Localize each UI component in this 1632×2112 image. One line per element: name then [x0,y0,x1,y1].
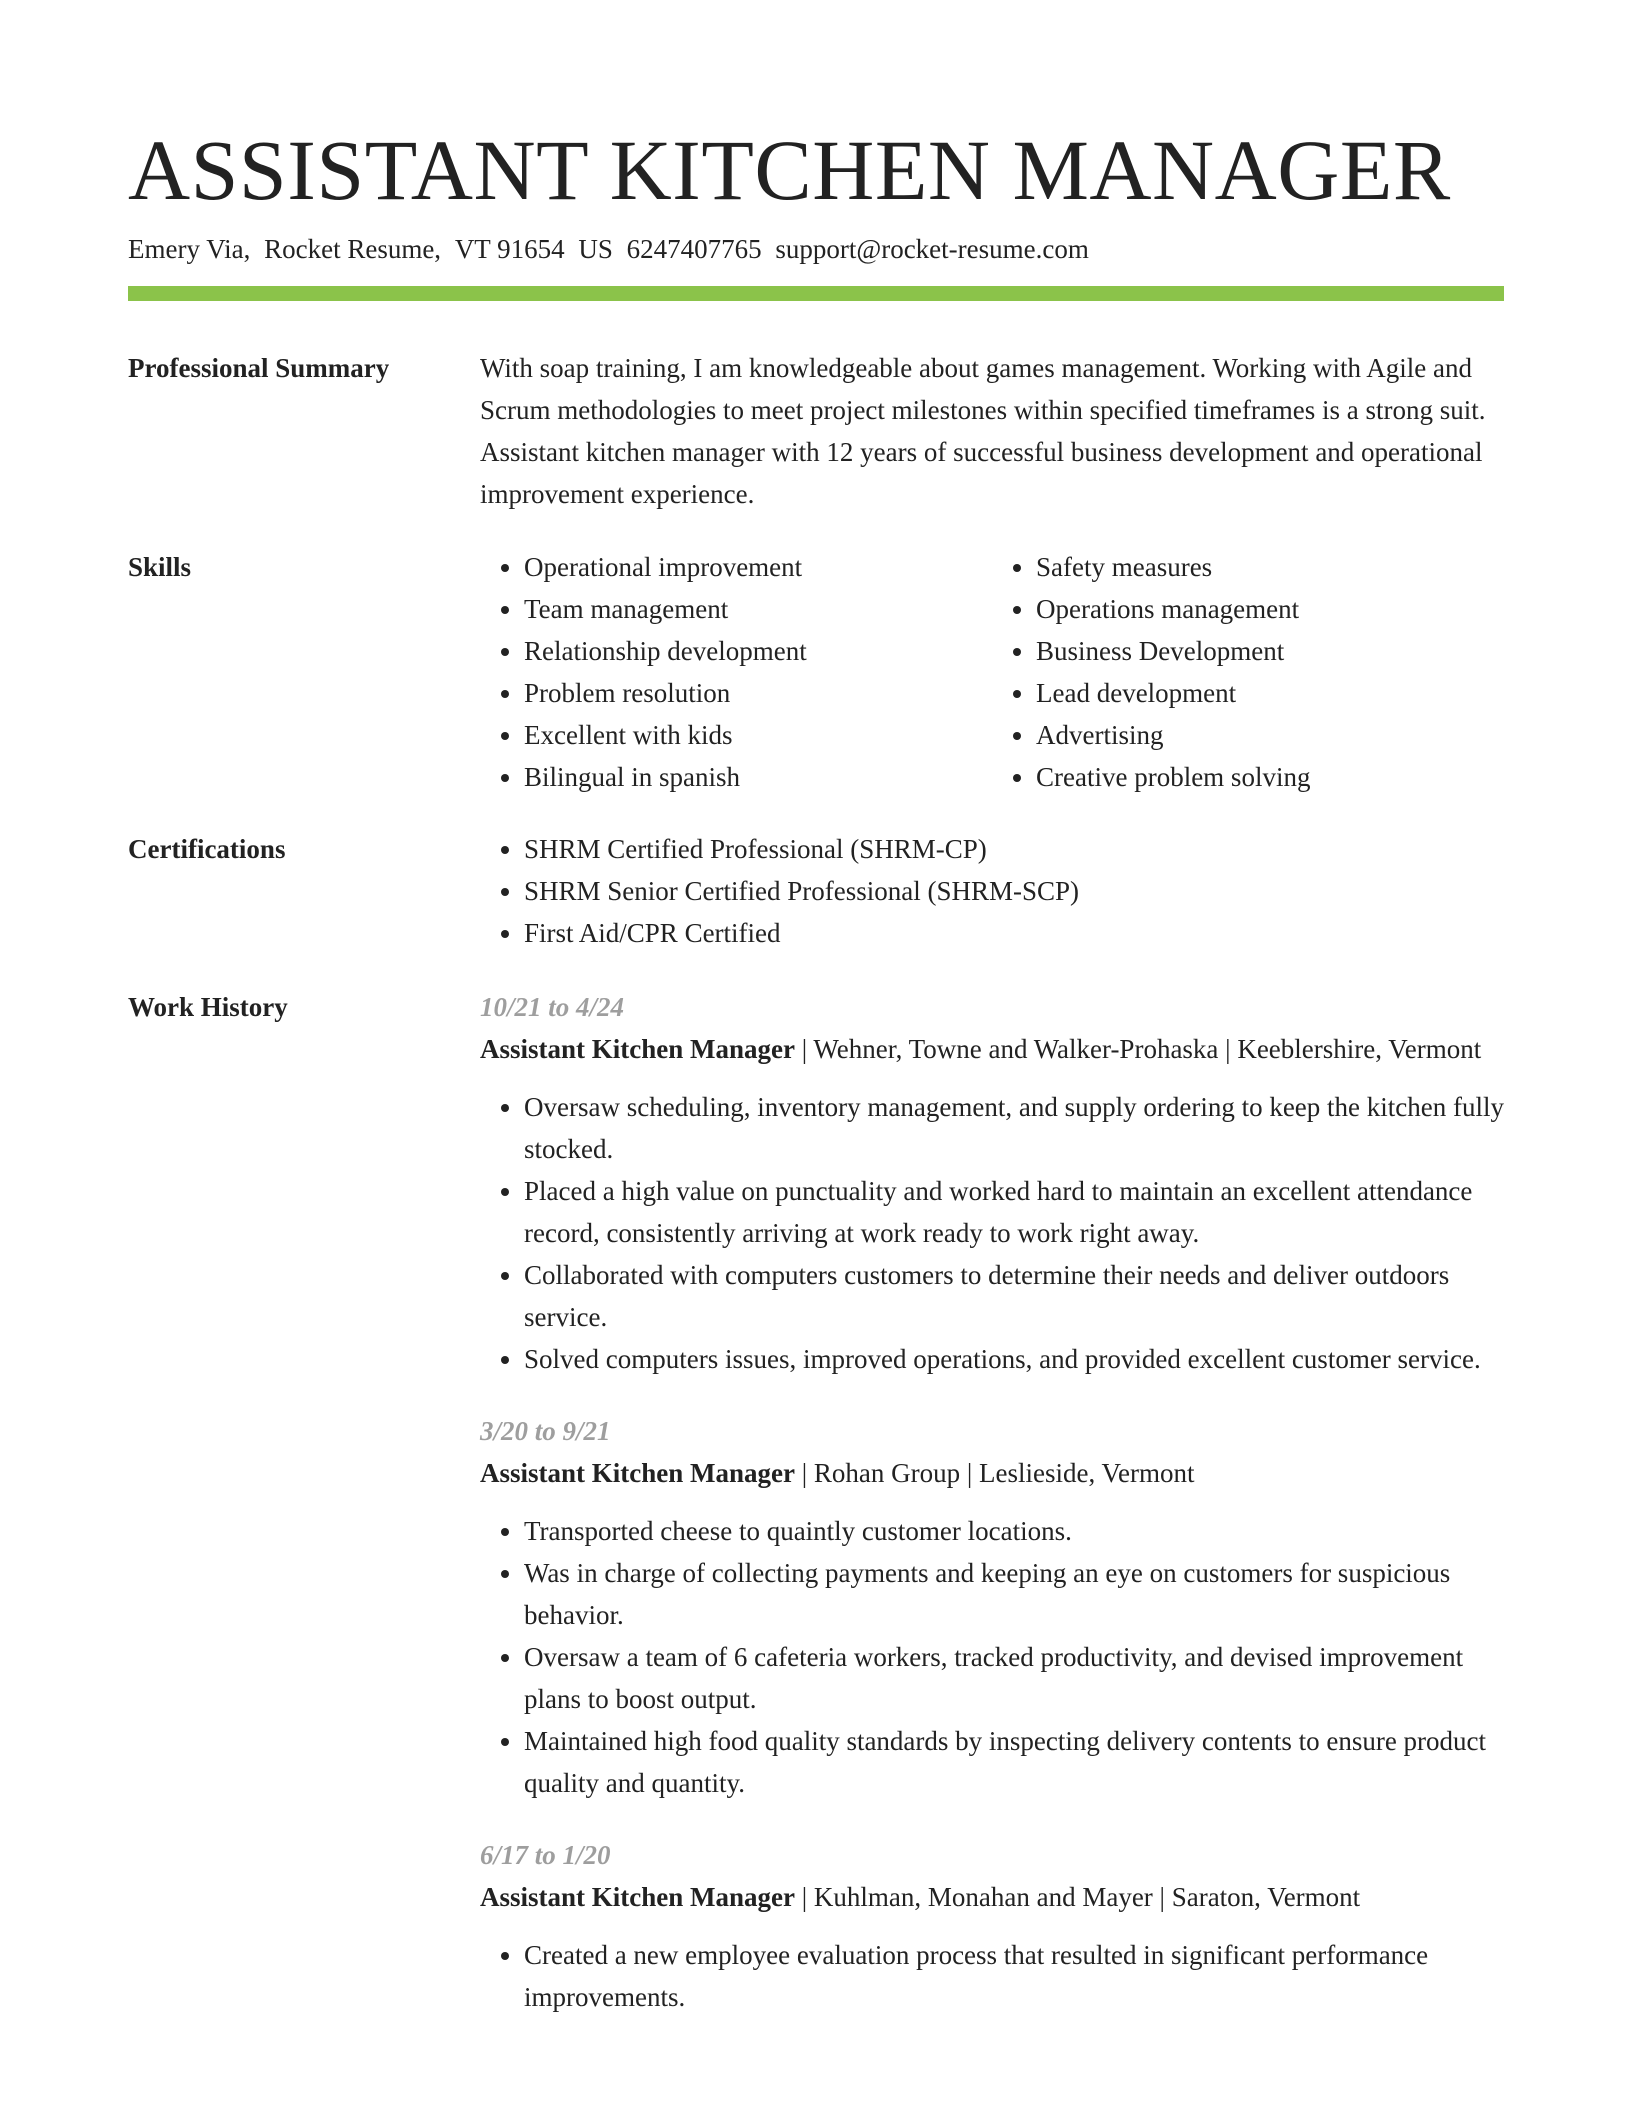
job-bullet: • Collaborated with computers customers to determine their needs and deliver outdoors service. [524,1254,1504,1338]
skills-body [480,546,1504,798]
contact-line [128,232,1089,266]
job-bullet: • Solved computers issues, improved operations, and provided excellent customer service. [524,1338,1504,1380]
certifications-list [480,828,1504,954]
skill-item: • Problem resolution [524,672,948,714]
work-history-heading: Work History [128,992,288,1022]
job-bullet: • Was in charge of collecting payments and keeping an eye on customers for suspicious behavior. [524,1552,1504,1636]
job-entry [480,1834,1504,2018]
skills-list-left [480,546,948,798]
resume-title: ASSISTANT KITCHEN MANAGER [128,122,1451,218]
job-bullet: • Oversaw scheduling, inventory management, and supply ordering to keep the kitchen fully stocked. [524,1086,1504,1170]
contact-email: support@rocket-resume.com [775,234,1089,264]
job-heading [480,1028,1504,1070]
job-bullet: • Created a new employee evaluation process that resulted in significant performance improvements. [524,1934,1504,2018]
job-bullet: • Oversaw a team of 6 cafeteria workers, tracked productivity, and devised improvement plans to boost output. [524,1636,1504,1720]
job-details: | Kuhlman, Monahan and Mayer | Saraton, Vermont [794,1882,1361,1912]
contact-country: US [578,234,613,264]
job-bullets [480,1086,1504,1380]
contact-phone: 6247407765 [626,234,762,264]
job-dates: 10/21 to 4/24 [480,992,625,1022]
job-entry [480,1410,1504,1804]
summary-heading: Professional Summary [128,353,390,383]
job-bullet: • Transported cheese to quaintly customer locations. [524,1510,1504,1552]
job-entry [480,986,1504,1380]
skill-item: • Operational improvement [524,546,948,588]
job-heading [480,1452,1504,1494]
skill-item: • Business Development [1036,630,1460,672]
job-dates: 3/20 to 9/21 [480,1416,611,1446]
job-dates: 6/17 to 1/20 [480,1840,611,1870]
skill-item: • Excellent with kids [524,714,948,756]
job-heading [480,1876,1504,1918]
skill-item: • Creative problem solving [1036,756,1460,798]
skill-item: • Operations management [1036,588,1460,630]
certifications-body [480,828,1504,954]
skill-item: • Bilingual in spanish [524,756,948,798]
certifications-heading: Certifications [128,834,286,864]
certification-item: • SHRM Senior Certified Professional (SHRM-SCP) [524,870,1504,912]
certification-item: • SHRM Certified Professional (SHRM-CP) [524,828,1504,870]
skill-item: • Relationship development [524,630,948,672]
job-bullets [480,1510,1504,1804]
skill-item: • Team management [524,588,948,630]
header-divider [128,286,1504,301]
job-bullet: • Placed a high value on punctuality and worked hard to maintain an excellent attendance record, consistently arriving at work ready to work right away. [524,1170,1504,1254]
skills-list-right [992,546,1460,798]
job-details: | Rohan Group | Leslieside, Vermont [794,1458,1195,1488]
job-bullet: • Maintained high food quality standards by inspecting delivery contents to ensure product quality and quantity. [524,1720,1504,1804]
job-title: Assistant Kitchen Manager [480,1034,795,1064]
work-history-body [480,986,1504,2018]
job-details: | Wehner, Towne and Walker-Prohaska | Keeblershire, Vermont [794,1034,1482,1064]
summary-text: With soap training, I am knowledgeable about games management. Working with Agile and Scrum methodologies to meet project milestones within specified timeframes is a strong suit. Assistant kitchen manager with 12 years of successful business development and operational improvement experience. [480,353,1486,509]
skill-item: • Lead development [1036,672,1460,714]
skill-item: • Safety measures [1036,546,1460,588]
job-title: Assistant Kitchen Manager [480,1458,795,1488]
job-bullets [480,1934,1504,2018]
summary-body [480,347,1504,515]
contact-state-zip: VT 91654 [454,234,565,264]
contact-name: Emery Via, [128,234,251,264]
contact-company: Rocket Resume, [264,234,442,264]
skills-heading: Skills [128,552,192,582]
skill-item: • Advertising [1036,714,1460,756]
job-title: Assistant Kitchen Manager [480,1882,795,1912]
certification-item: • First Aid/CPR Certified [524,912,1504,954]
